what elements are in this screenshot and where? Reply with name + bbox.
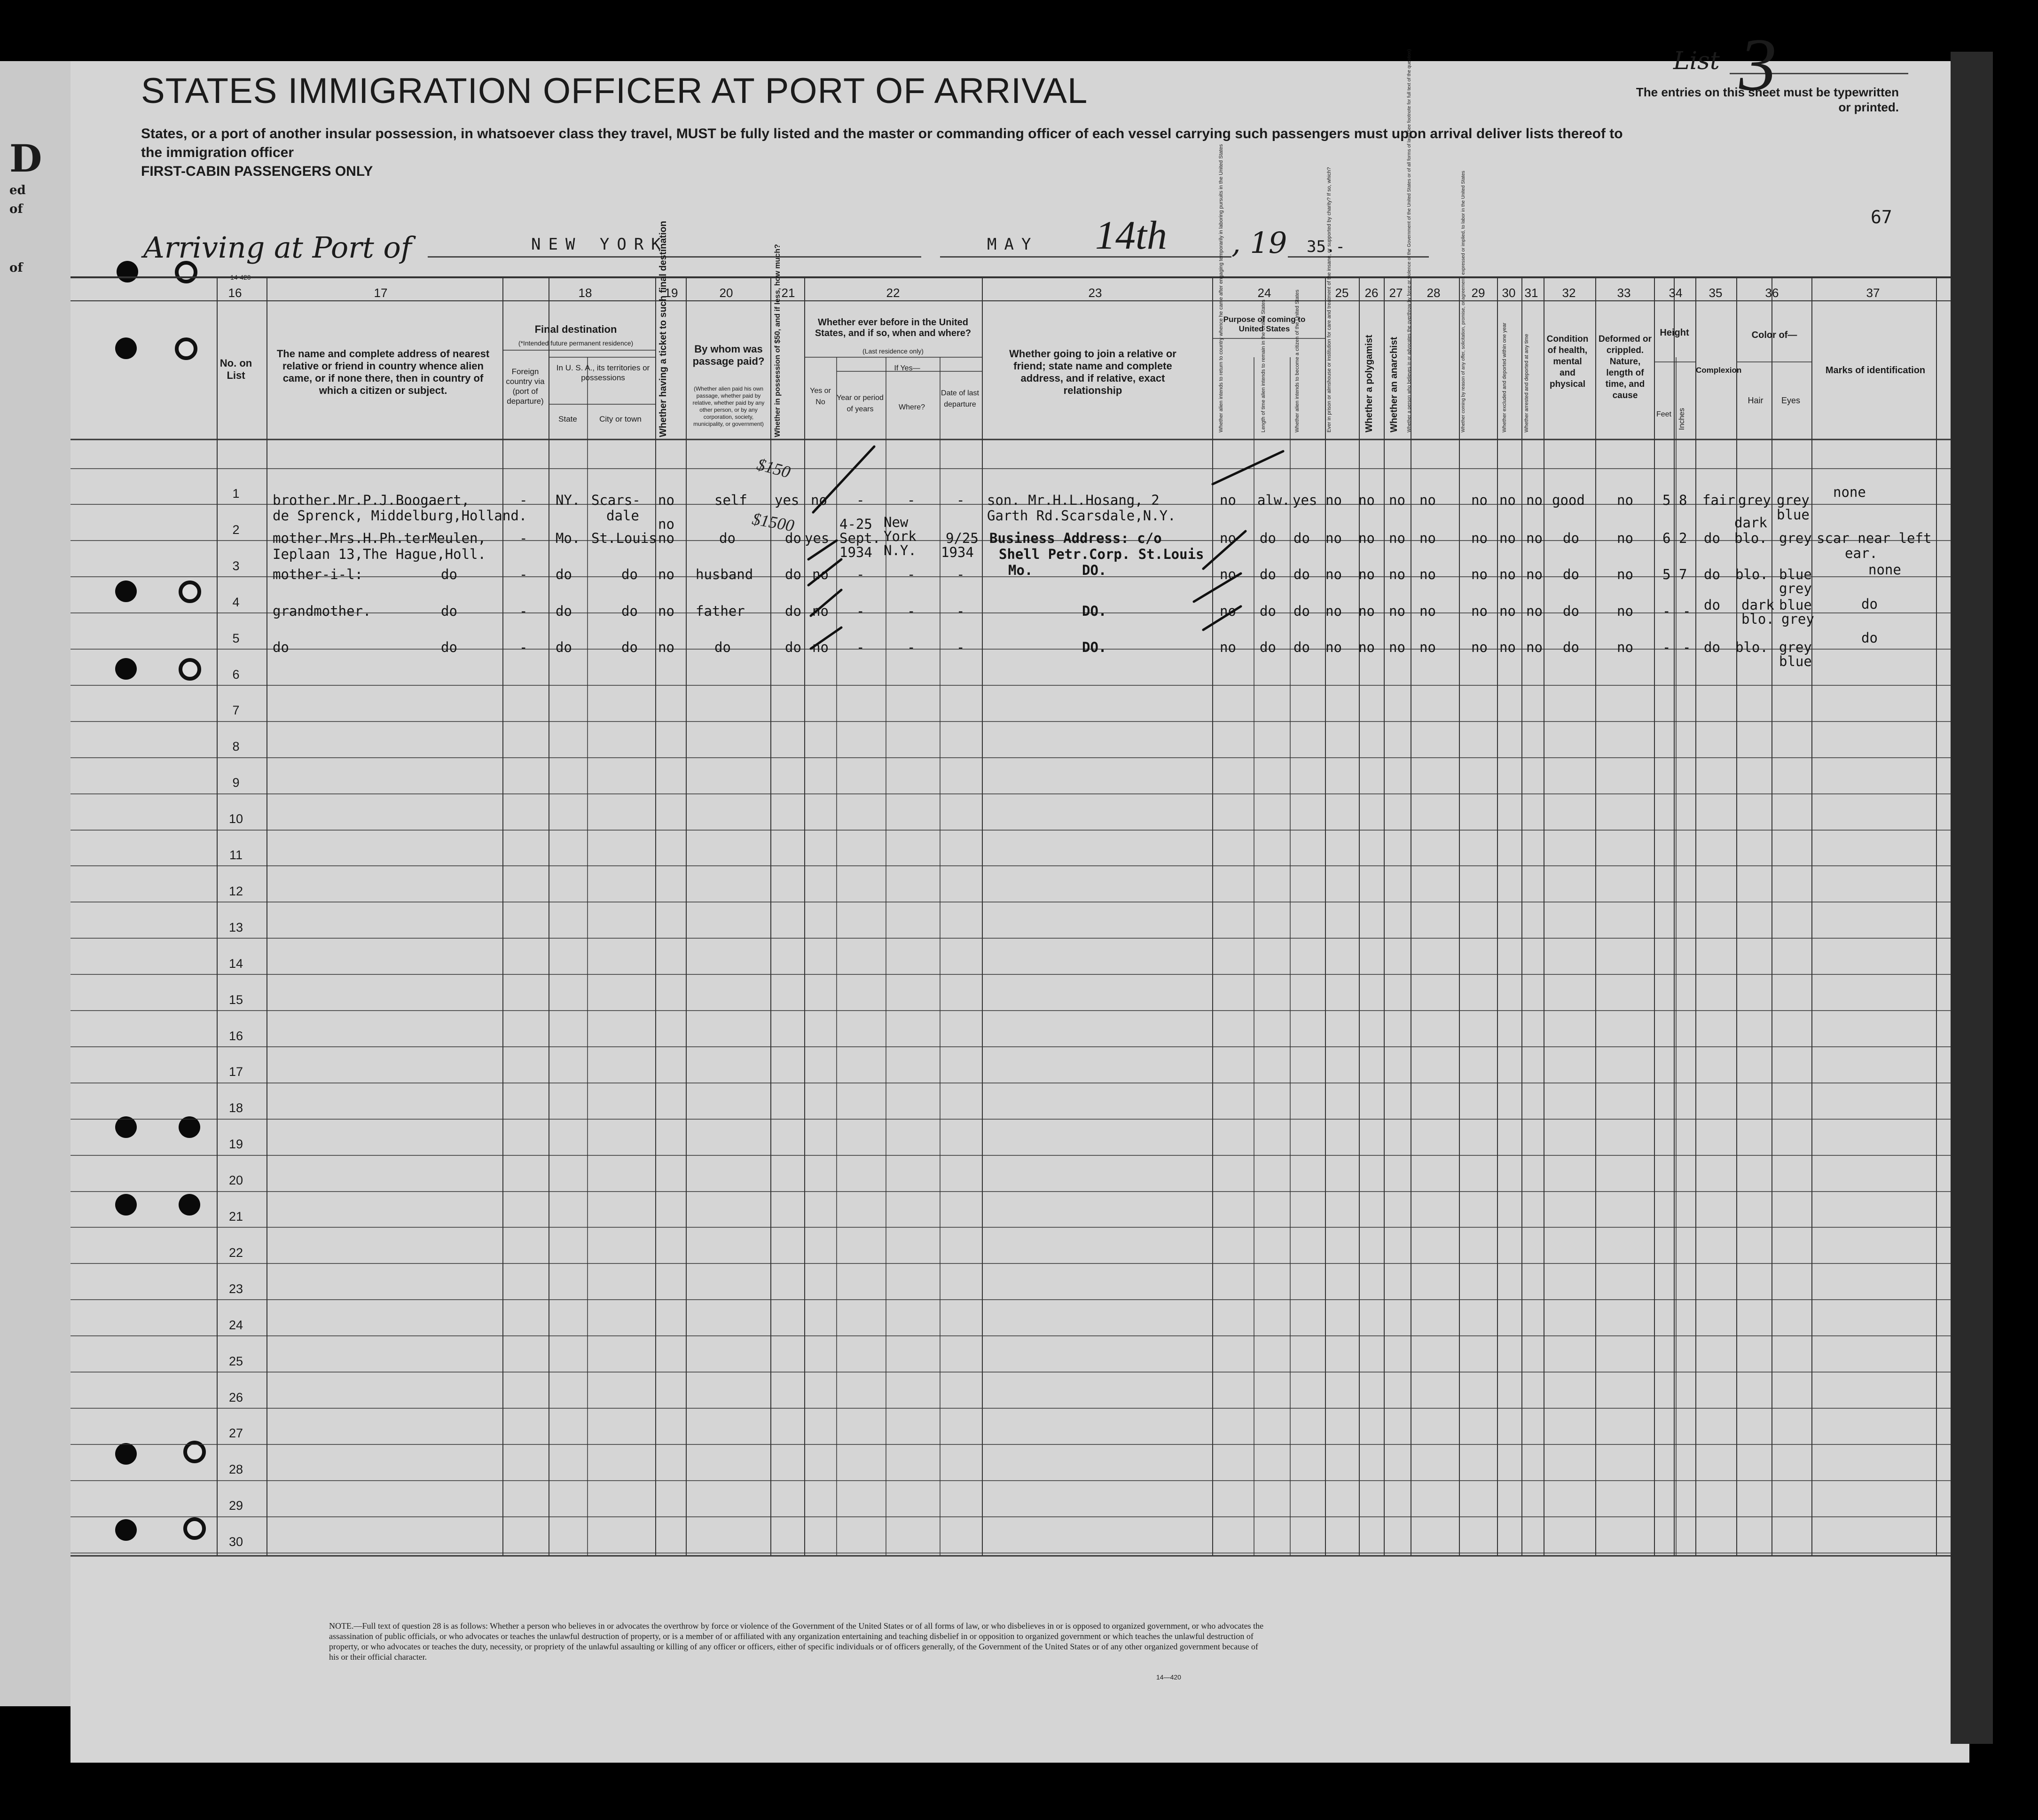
r2-passage: do: [719, 530, 736, 546]
r3-relative: mother-i-l:: [273, 566, 363, 582]
r1-ever-us: no: [811, 492, 827, 508]
r5-return: no: [1220, 639, 1236, 655]
r2-hair-line1: dark: [1734, 515, 1767, 531]
r2-join-line3: Mo.: [1008, 562, 1033, 578]
r3-citizen: do: [1293, 566, 1310, 582]
check-mark: [813, 447, 874, 512]
header-date-departure: Date of last departure: [941, 389, 979, 408]
row-number: 25: [228, 1354, 243, 1368]
column-number: 31: [1524, 286, 1538, 300]
r1-complexion: fair: [1702, 492, 1735, 508]
r4-fifty: do: [785, 603, 801, 619]
r2-length: do: [1260, 530, 1276, 546]
column-number: 35: [1709, 286, 1723, 300]
row-number: 22: [228, 1246, 243, 1260]
column-number: 36: [1765, 286, 1779, 300]
r3-feet: 5: [1662, 566, 1671, 582]
r3-fifty: do: [785, 566, 801, 582]
r2-eyes: grey: [1779, 530, 1812, 546]
left-fragment: of: [9, 261, 23, 275]
r2-year-line2: Sept.: [839, 530, 881, 546]
row-number: 21: [228, 1209, 243, 1224]
r5-year: -: [856, 639, 865, 655]
r1-where: -: [907, 492, 916, 508]
header-fifty-dollars: Whether in possession of $50, and if less, how much?: [774, 244, 782, 437]
r4-state: do: [556, 603, 572, 619]
r1-city-line2: dale: [606, 508, 639, 524]
r1-passage: self: [714, 492, 747, 508]
r4-year: -: [856, 603, 865, 619]
r1-prison: no: [1325, 492, 1342, 508]
r5-complexion: do: [1704, 639, 1720, 655]
r4-anarchist: no: [1389, 603, 1405, 619]
page-number: 67: [1871, 207, 1892, 228]
r2-arrested: no: [1526, 530, 1543, 546]
r5-prison: no: [1325, 639, 1342, 655]
r5-inches: -: [1683, 639, 1691, 655]
r2-relative-line2: Ieplaan 13,The Hague,Holl.: [273, 546, 486, 562]
r3-foreign: -: [519, 566, 528, 582]
r5-health: do: [1563, 639, 1579, 655]
arrival-month: MAY: [987, 235, 1039, 254]
r5-deformed: no: [1617, 639, 1633, 655]
header-inches: Inches: [1678, 408, 1686, 430]
r4-citizen: do: [1293, 603, 1310, 619]
r5-feet: -: [1662, 639, 1671, 655]
r2-feet: 6: [1662, 530, 1671, 546]
row-number: 8: [232, 739, 240, 753]
r1-foreign: -: [519, 492, 528, 508]
r3-hair: blo.: [1735, 566, 1768, 582]
header-nearest-relative: The name and complete address of nearest relative or friend in country whence alien came, or if none there, then in country of which a citizen or subject.: [276, 348, 490, 396]
header-height: Height: [1660, 328, 1689, 338]
r1-return: no: [1220, 492, 1236, 508]
row-number: 15: [228, 993, 243, 1007]
subtitle-line: States, or a port of another insular possession, in whatsoever class they travel, MUST be fully listed and the master or commanding officer of each vessel carrying such passengers must upon arrival deliver lists thereof to the immigration officer: [141, 126, 1623, 160]
r4-prison: no: [1325, 603, 1342, 619]
r2-marks-line1: scar near left: [1817, 530, 1932, 546]
r4-passage: father: [696, 603, 745, 619]
r3-join: DO.: [1082, 562, 1107, 578]
r2-hair-line2: blo.: [1734, 530, 1767, 546]
header-arrested: Whether arrested and deported at any time: [1524, 334, 1529, 432]
r5-marks: do: [1861, 630, 1878, 646]
r2-join-line2: Shell Petr.Corp. St.Louis: [999, 546, 1204, 562]
r1-relative-line2: de Sprenck, Middelburg,Holland.: [273, 508, 527, 524]
r5-polygamist: no: [1358, 639, 1375, 655]
header-state: State: [558, 415, 577, 424]
header-ever-in-us: Whether ever before in the United States, and if so, when and where?: [815, 317, 972, 338]
r2-fifty: do: [785, 530, 801, 546]
row-number: 19: [228, 1137, 243, 1151]
check-mark: [811, 590, 841, 616]
page-title: STATES IMMIGRATION OFFICER AT PORT OF ARRIVAL: [141, 71, 1088, 111]
r3-marks: none: [1868, 562, 1901, 578]
r2-complexion: do: [1704, 530, 1720, 546]
header-polygamist: Whether a polygamist: [1364, 335, 1374, 432]
form-number: 14-420: [230, 274, 251, 281]
header-hair: Hair: [1748, 396, 1764, 405]
r1-marks: none: [1833, 484, 1866, 500]
column-number: 25: [1335, 286, 1349, 300]
r1-year: -: [856, 492, 865, 508]
r2-date-line2: 1934: [941, 544, 974, 560]
header-passage-paid: By whom was passage paid?: [692, 343, 765, 367]
r4-excluded: no: [1499, 603, 1516, 619]
column-number: 19: [664, 286, 678, 300]
arrival-day: 14th: [1095, 212, 1167, 258]
r4-hair-2: blo.: [1741, 611, 1774, 627]
column-number: 23: [1088, 286, 1102, 300]
r4-inches: -: [1683, 603, 1691, 619]
column-number: 21: [781, 286, 795, 300]
r2-inches: 2: [1679, 530, 1687, 546]
r2-foreign: -: [519, 530, 528, 546]
r1-length: alw.: [1257, 492, 1290, 508]
r1-hair: grey: [1738, 492, 1771, 508]
row-number: 17: [228, 1065, 243, 1079]
r2-polygamist: no: [1358, 530, 1375, 546]
check-mark: [1203, 606, 1241, 630]
r3-overthrow: no: [1419, 566, 1436, 582]
header-if-yes: If Yes—: [894, 364, 920, 372]
row-number: 23: [228, 1282, 243, 1296]
row-number: 16: [228, 1029, 243, 1043]
r5-state: do: [556, 639, 572, 655]
header-final-destination-sub: (*Intended future permanent residence): [518, 339, 634, 347]
r4-relative-ditto: do: [441, 603, 457, 619]
header-anarchist: Whether an anarchist: [1389, 337, 1399, 432]
entries-note: The entries on this sheet must be typewritten or printed.: [1636, 85, 1899, 114]
r5-relative: do: [273, 639, 289, 655]
header-no-on-list: No. on List: [219, 357, 252, 381]
r2-excluded: no: [1499, 530, 1516, 546]
r3-arrested: no: [1526, 566, 1543, 582]
r3-eyes: blue: [1779, 566, 1812, 582]
row-number: 1: [232, 486, 240, 501]
header-in-usa: In U. S. A., its territories or possessions: [556, 363, 650, 382]
r2-marks-line2: ear.: [1845, 545, 1878, 561]
r2-city: St.Louis: [591, 530, 657, 546]
header-color: Color of—: [1751, 330, 1797, 340]
r3-length: do: [1260, 566, 1276, 582]
r1-deformed: no: [1617, 492, 1633, 508]
header-feet: Feet: [1656, 410, 1671, 418]
header-citizen-intent: Whether alien intends to become a citizen of the United States: [1294, 290, 1300, 432]
r2-ever-us: yes: [805, 530, 830, 546]
column-number: 17: [374, 286, 388, 300]
r2-join-line1: Business Address: c/o: [989, 530, 1162, 546]
column-number: 22: [886, 286, 900, 300]
r5-date: -: [956, 639, 965, 655]
r3-ticket: no: [658, 566, 674, 582]
r5-labor: no: [1471, 639, 1488, 655]
r4-eyes: blue: [1779, 597, 1812, 613]
r1-relative-line1: brother.Mr.P.J.Boogaert,: [273, 492, 470, 508]
row-number: 30: [228, 1535, 243, 1549]
left-fragment: D: [9, 136, 42, 180]
r5-foreign: -: [519, 639, 528, 655]
r4-hair: dark: [1741, 597, 1774, 613]
r2-where-line3: N.Y.: [884, 542, 917, 558]
column-number: 27: [1389, 286, 1403, 300]
header-eyes: Eyes: [1781, 396, 1801, 405]
r4-ticket: no: [658, 603, 674, 619]
header-yes-no: Yes or No: [810, 387, 831, 406]
column-number: 29: [1471, 286, 1485, 300]
row-number: 3: [232, 559, 240, 573]
r4-length: do: [1260, 603, 1276, 619]
column-number: 37: [1866, 286, 1880, 300]
r5-ever-us: no: [812, 639, 829, 655]
header-final-destination: Final destination: [534, 323, 617, 335]
column-number: 33: [1617, 286, 1631, 300]
r4-relative: grandmother.: [273, 603, 371, 619]
row-number: 6: [232, 667, 240, 682]
column-number: 28: [1427, 286, 1441, 300]
check-mark: [808, 541, 837, 559]
row-number: 2: [232, 523, 240, 537]
r5-anarchist: no: [1389, 639, 1405, 655]
footnote-form-number: 14—420: [1156, 1673, 1181, 1681]
r5-fifty: do: [785, 639, 801, 655]
r5-hair: blo.: [1735, 639, 1768, 655]
check-mark: [1203, 531, 1246, 569]
header-complexion: Complexion: [1696, 366, 1742, 375]
r1-fifty: yes: [775, 492, 800, 508]
r4-join: DO.: [1082, 603, 1107, 619]
r4-foreign: -: [519, 603, 528, 619]
r1-arrested: no: [1526, 492, 1543, 508]
row-number: 11: [229, 848, 243, 862]
header-join-relative: Whether going to join a relative or friend; state name and complete address, and if relative, exact relationship: [1009, 348, 1176, 396]
column-number: 26: [1364, 286, 1379, 300]
check-mark: [811, 628, 841, 649]
header-ticket: Whether having a ticket to such final destination: [658, 220, 668, 437]
row-number: 29: [228, 1498, 243, 1513]
header-purpose: Purpose of coming to United States: [1223, 315, 1306, 333]
r3-city: do: [621, 566, 638, 582]
r3-where: -: [907, 566, 916, 582]
row-number: 12: [228, 884, 243, 898]
r3-anarchist: no: [1389, 566, 1405, 582]
header-foreign-country: Foreign country via (port of departure): [506, 367, 545, 406]
r2-relative-line1: mother.Mrs.H.Ph.terMeulen,: [273, 530, 486, 546]
r1-join-line1: son. Mr.H.L.Hosang, 2: [987, 492, 1160, 508]
r3-state: do: [556, 566, 572, 582]
row-number: 5: [232, 631, 240, 645]
r4-ever-us: no: [812, 603, 829, 619]
r1-anarchist: no: [1389, 492, 1405, 508]
r2-date-line1: 9/25: [946, 530, 979, 546]
check-mark: [1213, 451, 1283, 484]
r1-date: -: [956, 492, 965, 508]
column-number: 16: [228, 286, 242, 300]
list-label: List: [1673, 47, 1720, 75]
r3-labor: no: [1471, 566, 1488, 582]
r1-inches: 8: [1679, 492, 1687, 508]
header-marks: Marks of identification: [1825, 365, 1926, 376]
r3-eyes-2: grey: [1779, 581, 1812, 596]
r4-city: do: [621, 603, 638, 619]
r5-length: do: [1260, 639, 1276, 655]
row-number: 24: [228, 1318, 243, 1332]
r2-deformed: no: [1617, 530, 1633, 546]
row-number: 20: [228, 1173, 243, 1187]
r1-state: NY.: [556, 492, 580, 508]
r4-return: no: [1220, 603, 1236, 619]
r3-deformed: no: [1617, 566, 1633, 582]
column-number: 30: [1502, 286, 1516, 300]
r1-citizen: yes: [1293, 492, 1317, 508]
left-fragment: ed: [9, 183, 26, 197]
r5-excluded: no: [1499, 639, 1516, 655]
row-number: 4: [232, 595, 240, 609]
r1-join-line2: Garth Rd.Scarsdale,N.Y.: [987, 508, 1176, 524]
list-number: 3: [1739, 23, 1777, 106]
r1-labor: no: [1471, 492, 1488, 508]
header-where: Where?: [898, 403, 925, 411]
header-last-residence: (Last residence only): [862, 347, 924, 355]
column-number: 24: [1257, 286, 1271, 300]
header-length-stay: Length of time alien intends to remain in the United States: [1261, 299, 1266, 432]
r1-polygamist: no: [1358, 492, 1375, 508]
r5-overthrow: no: [1419, 639, 1436, 655]
row-number: 26: [228, 1390, 243, 1404]
r5-eyes-2: blue: [1779, 653, 1812, 669]
r2-where-line1: New: [884, 514, 909, 530]
year-suffix: 35.-: [1307, 237, 1345, 256]
r5-where: -: [907, 639, 916, 655]
r5-ticket: no: [658, 639, 674, 655]
column-number: 20: [719, 286, 733, 300]
r2-labor: no: [1471, 530, 1488, 546]
r3-complexion: do: [1704, 566, 1720, 582]
r5-passage: do: [714, 639, 731, 655]
r4-health: do: [1563, 603, 1579, 619]
row-number: 10: [228, 812, 243, 826]
header-deformed: Deformed or crippled. Nature, length of time, and cause: [1599, 334, 1652, 400]
r4-arrested: no: [1526, 603, 1543, 619]
r1-ticket-extra: no: [658, 516, 674, 532]
header-year: Year or period of years: [837, 394, 884, 413]
header-passage-paid-sub: (Whether alien paid his own passage, whether paid by relative, whether paid by any other person, or by any corporation, society, municipality, or government): [692, 385, 765, 427]
check-mark: [1194, 573, 1241, 602]
r2-where-line2: York: [884, 528, 917, 544]
r4-deformed: no: [1617, 603, 1633, 619]
header-health: Condition of health, mental and physical: [1546, 334, 1589, 389]
column-number: 34: [1669, 286, 1683, 300]
r1-feet: 5: [1662, 492, 1671, 508]
r3-relative-ditto: do: [441, 566, 457, 582]
r1-health: good: [1552, 492, 1585, 508]
handwritten-amount: $1500: [751, 509, 796, 535]
r1-excluded: no: [1499, 492, 1516, 508]
r3-health: do: [1563, 566, 1579, 582]
r4-eyes-2: grey: [1781, 611, 1814, 627]
r5-eyes: grey: [1779, 639, 1812, 655]
r1-eyes-2: blue: [1777, 507, 1810, 523]
r3-return: no: [1220, 566, 1236, 582]
r1-ticket: no: [658, 492, 674, 508]
r2-prison: no: [1325, 530, 1342, 546]
year-prefix: , 19: [1231, 226, 1287, 260]
r1-overthrow: no: [1419, 492, 1436, 508]
r3-prison: no: [1325, 566, 1342, 582]
r4-labor: no: [1471, 603, 1488, 619]
r3-excluded: no: [1499, 566, 1516, 582]
r1-eyes: grey: [1777, 492, 1810, 508]
row-number: 28: [228, 1462, 243, 1476]
r2-overthrow: no: [1419, 530, 1436, 546]
left-fragment: of: [9, 202, 23, 216]
r2-return: no: [1220, 530, 1236, 546]
r2-year-line1: 4-25: [839, 516, 872, 532]
row-number: 18: [228, 1101, 243, 1115]
r5-arrested: no: [1526, 639, 1543, 655]
row-number: 13: [228, 920, 243, 934]
r4-feet: -: [1662, 603, 1671, 619]
r4-overthrow: no: [1419, 603, 1436, 619]
footnote: NOTE.—Full text of question 28 is as follows: Whether a person who believes in or advocates the overthrow by force or violence of the Government of the United States or of all forms of law, or who disbelieves in or is opposed to organized government, or who advocates the assassination of public officials, or who advocates or teaches the unlawful destruction of property, or is a member of or affiliated with any organization entertaining and teaching disbelief in or opposition to organized government or which teaches the unlawful destruction of property, or who advocates or teaches the duty, necessity, or propriety of the unlawful assaulting or killing of any officer or officers, either of specific individuals or of officers generally, of the Government of the United States or of any other organized government because of his or their official character.: [329, 1621, 1264, 1662]
row-number: 9: [232, 776, 240, 790]
column-number: 32: [1562, 286, 1576, 300]
r2-state: Mo.: [556, 530, 580, 546]
r4-marks: do: [1861, 596, 1878, 612]
handwritten-amount: $150: [755, 455, 792, 482]
header-city: City or town: [599, 415, 642, 424]
r2-ticket: no: [658, 530, 674, 546]
subtitle-line: FIRST-CABIN PASSENGERS ONLY: [141, 164, 373, 179]
r1-city-line1: Scars-: [591, 492, 641, 508]
r3-passage: husband: [696, 566, 753, 582]
r2-anarchist: no: [1389, 530, 1405, 546]
r4-where: -: [907, 603, 916, 619]
r4-polygamist: no: [1358, 603, 1375, 619]
header-excluded: Whether excluded and deported within one year: [1502, 322, 1507, 432]
column-number: 18: [578, 286, 592, 300]
row-number: 7: [232, 703, 240, 717]
r3-year: -: [856, 566, 865, 582]
r5-join: DO.: [1082, 639, 1107, 655]
r2-citizen: do: [1293, 530, 1310, 546]
r2-year-line3: 1934: [839, 544, 872, 560]
arriving-label: Arriving at Port of: [143, 230, 412, 265]
r5-relative-ditto: do: [441, 639, 457, 655]
r2-health: do: [1563, 530, 1579, 546]
r5-citizen: do: [1293, 639, 1310, 655]
r3-polygamist: no: [1358, 566, 1375, 582]
r3-ever-us: no: [812, 566, 829, 582]
row-number: 27: [228, 1426, 243, 1440]
r5-city: do: [621, 639, 638, 655]
port-of-arrival: NEW YORK: [531, 235, 668, 254]
r3-inches: 7: [1679, 566, 1687, 582]
check-mark: [808, 559, 841, 585]
r3-date: -: [956, 566, 965, 582]
row-number: 14: [228, 957, 243, 971]
r4-complexion: do: [1704, 597, 1720, 613]
r4-date: -: [956, 603, 965, 619]
